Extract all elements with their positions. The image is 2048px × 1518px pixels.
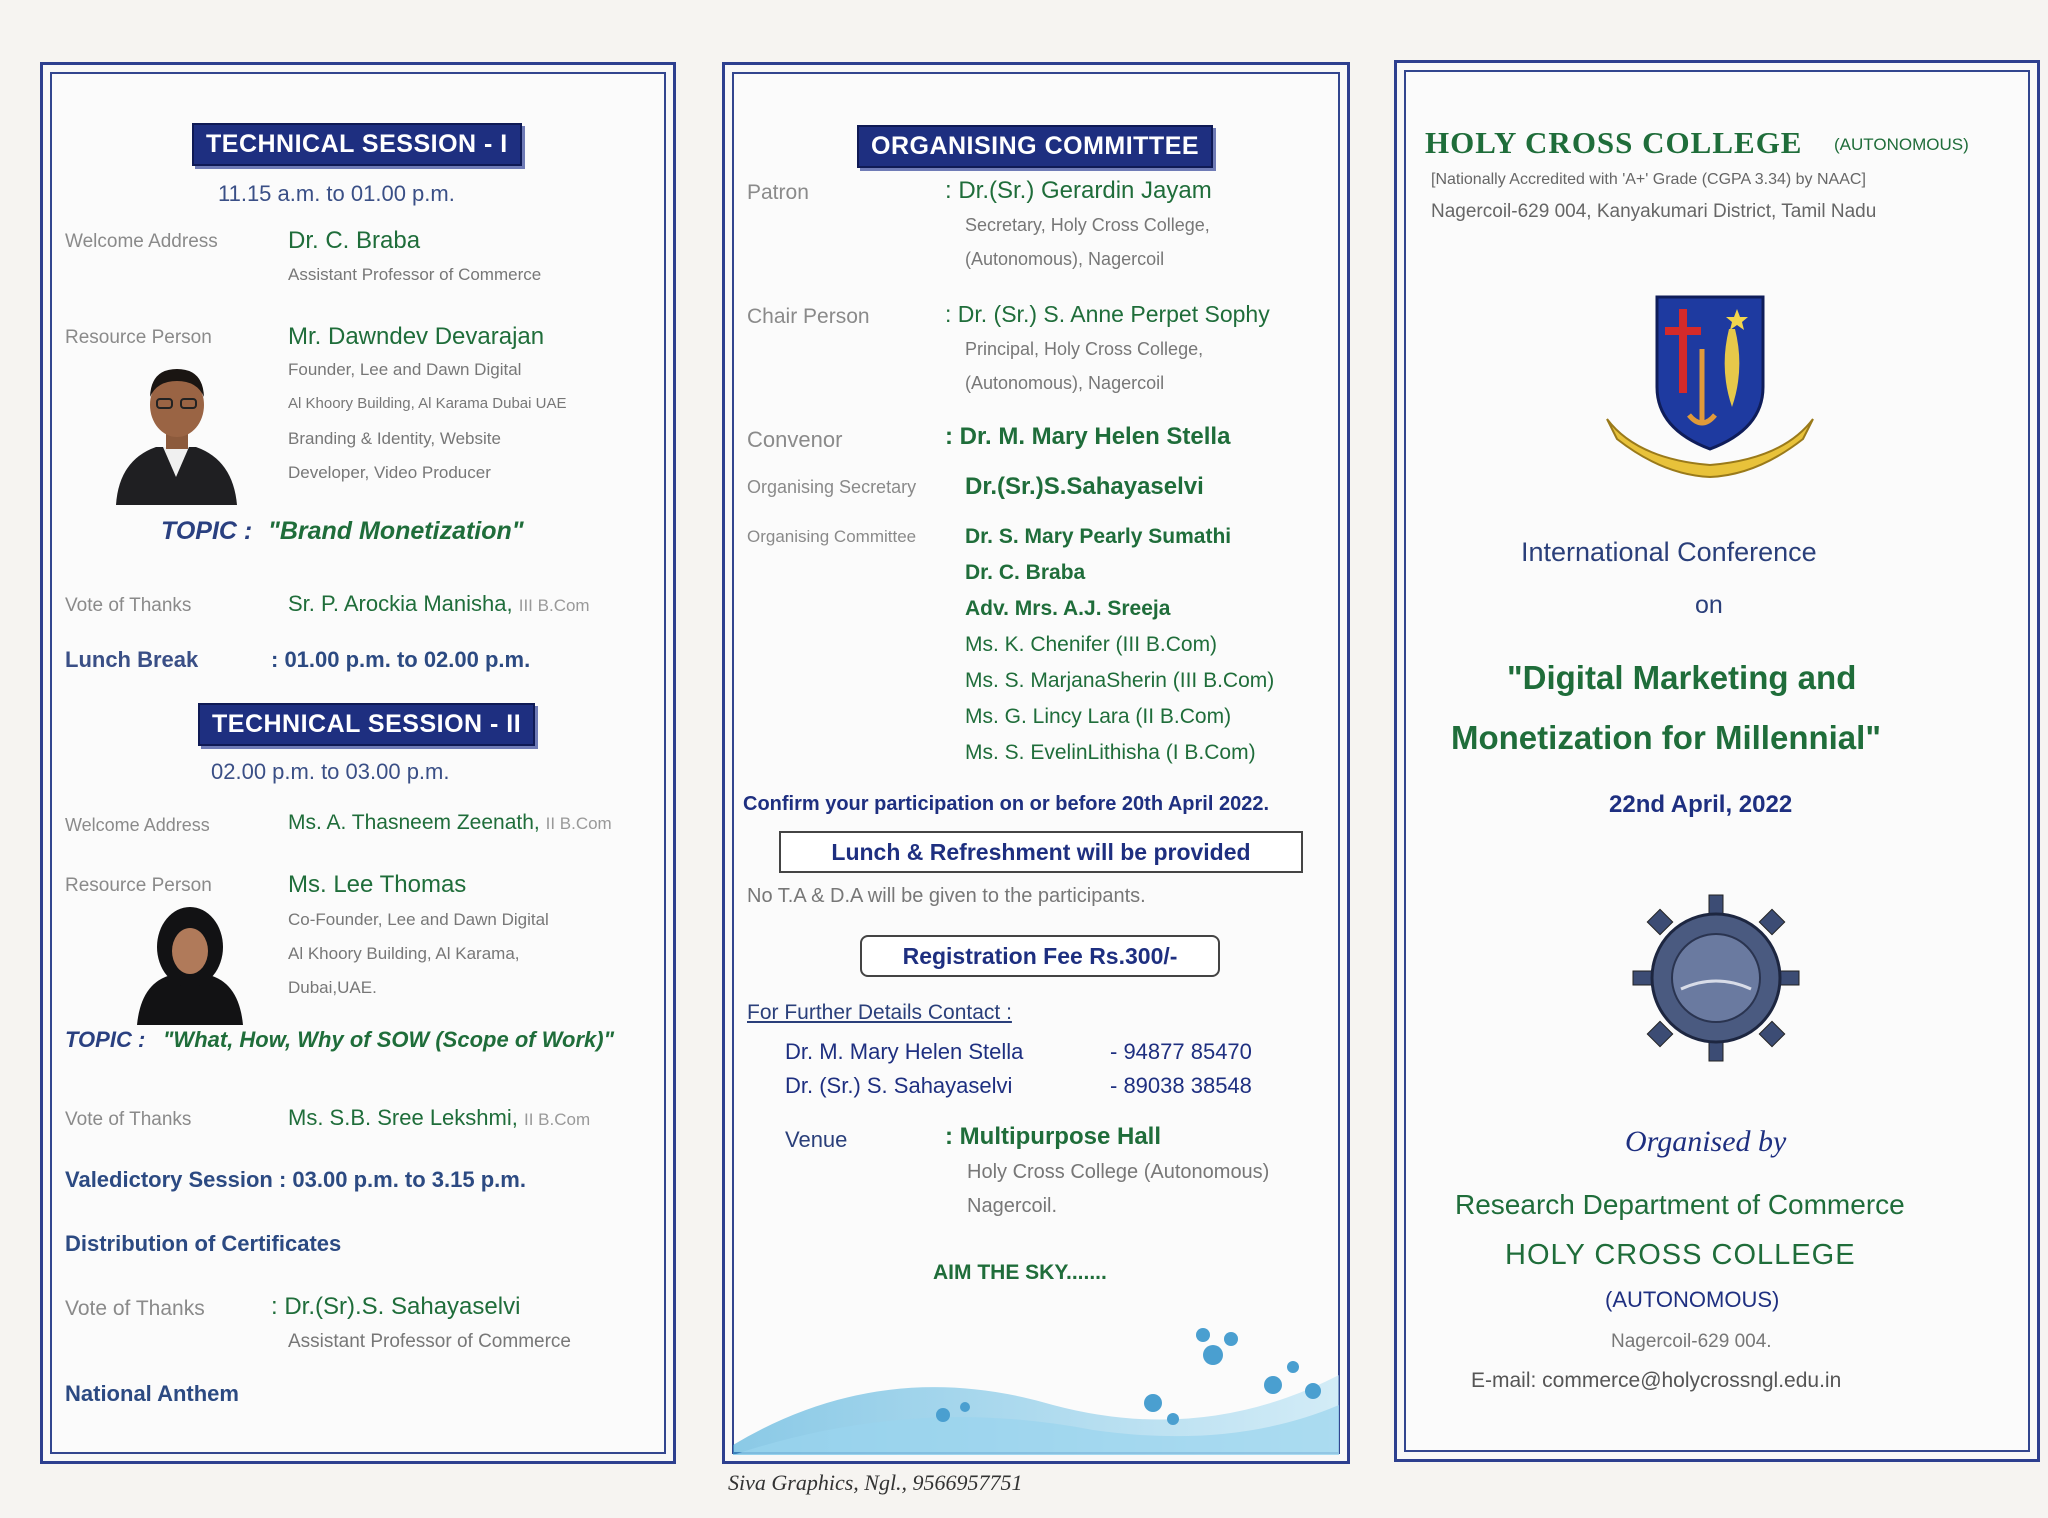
topic-1-title: "Brand Monetization" bbox=[268, 517, 524, 545]
organised-by: Organised by bbox=[1625, 1125, 1787, 1158]
organiser-autonomous: (AUTONOMOUS) bbox=[1605, 1287, 1780, 1312]
conference-date: 22nd April, 2022 bbox=[1609, 791, 1793, 818]
contact-email: E-mail: commerce@holycrossngl.edu.in bbox=[1471, 1369, 1842, 1392]
venue-name: : Multipurpose Hall bbox=[945, 1123, 1161, 1150]
venue-desc-line: Holy Cross College (Autonomous) bbox=[967, 1161, 1270, 1183]
vote-of-thanks-1-class: III B.Com bbox=[518, 596, 590, 615]
patron-name: : Dr.(Sr.) Gerardin Jayam bbox=[945, 177, 1212, 204]
resource-person-1-desc-line: Al Khoory Building, Al Karama Dubai UAE bbox=[288, 395, 567, 412]
organising-secretary-label: Organising Secretary bbox=[747, 477, 917, 497]
committee-member: Dr. S. Mary Pearly Sumathi bbox=[965, 525, 1232, 548]
resource-person-label: Resource Person bbox=[65, 327, 212, 348]
lunch-break-time: : 01.00 p.m. to 02.00 p.m. bbox=[271, 647, 531, 672]
college-name: HOLY CROSS COLLEGE bbox=[1425, 125, 1803, 160]
committee-member: Adv. Mrs. A.J. Sreeja bbox=[965, 597, 1171, 620]
panel-conference-cover bbox=[1394, 60, 2040, 1462]
welcome-address-2-class: II B.Com bbox=[545, 814, 612, 833]
welcome-address-name: Dr. C. Braba bbox=[288, 227, 421, 254]
resource-person-1-desc-line: Developer, Video Producer bbox=[288, 463, 491, 482]
floral-wave-decoration bbox=[733, 1295, 1339, 1455]
contact-1-name: Dr. M. Mary Helen Stella bbox=[785, 1039, 1024, 1064]
patron-desc-line: Secretary, Holy Cross College, bbox=[965, 215, 1210, 235]
conference-seal-logo bbox=[1631, 893, 1801, 1063]
confirmation-note: Confirm your participation on or before 20th April 2022. bbox=[743, 793, 1270, 815]
conference-title: International Conference bbox=[1521, 537, 1817, 567]
vote-of-thanks-3-designation: Assistant Professor of Commerce bbox=[288, 1331, 571, 1352]
contact-2-name: Dr. (Sr.) S. Sahayaselvi bbox=[785, 1073, 1013, 1098]
welcome-address-2-name: Ms. A. Thasneem Zeenath, II B.Com bbox=[288, 811, 612, 834]
resource-person-1-photo bbox=[111, 355, 241, 505]
lunch-break-label: Lunch Break bbox=[65, 647, 199, 672]
committee-member: Ms. K. Chenifer (III B.Com) bbox=[965, 633, 1218, 656]
vote-of-thanks-2-name: Ms. S.B. Sree Lekshmi, II B.Com bbox=[288, 1105, 591, 1130]
resource-person-1-desc-line: Founder, Lee and Dawn Digital bbox=[288, 360, 522, 379]
resource-person-2-label: Resource Person bbox=[65, 875, 212, 896]
vote-of-thanks-label: Vote of Thanks bbox=[65, 595, 192, 616]
chair-person-label: Chair Person bbox=[747, 305, 870, 328]
resource-person-1-name: Mr. Dawndev Devarajan bbox=[288, 323, 545, 350]
theme-line-1: "Digital Marketing and bbox=[1507, 659, 1857, 696]
resource-person-2-desc-line: Dubai,UAE. bbox=[288, 978, 377, 997]
contact-2-phone: - 89038 38548 bbox=[1110, 1073, 1252, 1098]
valedictory-session: Valedictory Session : 03.00 p.m. to 3.15 p.m. bbox=[65, 1167, 526, 1192]
accreditation: [Nationally Accredited with 'A+' Grade (CGPA 3.34) by NAAC] bbox=[1431, 171, 1866, 188]
registration-fee-box: Registration Fee Rs.300/- bbox=[860, 935, 1220, 977]
vote-of-thanks-1-name: Sr. P. Arockia Manisha, III B.Com bbox=[288, 591, 590, 616]
department-name: Research Department of Commerce bbox=[1455, 1189, 1905, 1220]
chair-person-desc-line: Principal, Holy Cross College, bbox=[965, 339, 1204, 359]
session-1-time: 11.15 a.m. to 01.00 p.m. bbox=[218, 181, 455, 206]
organiser-college-name: HOLY CROSS COLLEGE bbox=[1505, 1239, 1856, 1271]
committee-member: Ms. S. MarjanaSherin (III B.Com) bbox=[965, 669, 1275, 692]
topic-1-prefix: TOPIC : bbox=[161, 517, 253, 545]
technical-session-1-banner: TECHNICAL SESSION - I bbox=[192, 123, 522, 166]
resource-person-2-desc-line: Al Khoory Building, Al Karama, bbox=[288, 944, 520, 963]
contact-1-phone: - 94877 85470 bbox=[1110, 1039, 1252, 1064]
committee-member: Ms. S. EvelinLithisha (I B.Com) bbox=[965, 741, 1256, 764]
resource-person-2-name: Ms. Lee Thomas bbox=[288, 871, 467, 898]
contact-heading: For Further Details Contact : bbox=[747, 1001, 1012, 1024]
vote-of-thanks-2-class: II B.Com bbox=[523, 1110, 591, 1129]
vote-of-thanks-2-label: Vote of Thanks bbox=[65, 1109, 192, 1130]
organising-secretary-name: Dr.(Sr.)S.Sahayaselvi bbox=[965, 473, 1204, 500]
organising-committee-label: Organising Committee bbox=[747, 527, 917, 546]
vote-of-thanks-3-name: : Dr.(Sr).S. Sahayaselvi bbox=[271, 1293, 521, 1320]
technical-session-2-banner: TECHNICAL SESSION - II bbox=[198, 703, 535, 746]
lunch-refreshment-box: Lunch & Refreshment will be provided bbox=[779, 831, 1303, 873]
organiser-city: Nagercoil-629 004. bbox=[1611, 1331, 1772, 1352]
patron-label: Patron bbox=[747, 181, 809, 204]
welcome-address-2-label: Welcome Address bbox=[65, 815, 210, 835]
distribution-of-certificates: Distribution of Certificates bbox=[65, 1231, 342, 1256]
organising-committee-banner: ORGANISING COMMITTEE bbox=[857, 125, 1213, 168]
session-2-time: 02.00 p.m. to 03.00 p.m. bbox=[211, 759, 450, 784]
venue-desc-line: Nagercoil. bbox=[967, 1195, 1058, 1217]
committee-member: Ms. G. Lincy Lara (II B.Com) bbox=[965, 705, 1232, 728]
welcome-address-designation: Assistant Professor of Commerce bbox=[288, 265, 542, 284]
vote-of-thanks-3-label: Vote of Thanks bbox=[65, 1297, 205, 1320]
patron-desc-line: (Autonomous), Nagercoil bbox=[965, 249, 1165, 269]
venue-label: Venue bbox=[785, 1127, 848, 1152]
national-anthem: National Anthem bbox=[65, 1381, 239, 1406]
resource-person-2-desc-line: Co-Founder, Lee and Dawn Digital bbox=[288, 910, 549, 929]
college-address: Nagercoil-629 004, Kanyakumari District, Tamil Nadu bbox=[1431, 201, 1877, 222]
slogan: AIM THE SKY....... bbox=[933, 1261, 1107, 1284]
printer-credit: Siva Graphics, Ngl., 9566957751 bbox=[728, 1470, 1023, 1495]
panel-technical-sessions bbox=[40, 62, 676, 1464]
topic-2-prefix: TOPIC : bbox=[65, 1027, 146, 1052]
committee-member: Dr. C. Braba bbox=[965, 561, 1086, 584]
resource-person-2-photo bbox=[135, 903, 245, 1025]
convenor-label: Convenor bbox=[747, 427, 843, 452]
college-autonomous: (AUTONOMOUS) bbox=[1834, 135, 1969, 154]
theme-line-2: Monetization for Millennial" bbox=[1451, 719, 1881, 756]
chair-person-name: : Dr. (Sr.) S. Anne Perpet Sophy bbox=[945, 301, 1270, 327]
resource-person-1-desc-line: Branding & Identity, Website bbox=[288, 429, 501, 448]
convenor-name: : Dr. M. Mary Helen Stella bbox=[945, 423, 1231, 450]
no-ta-da-note: No T.A & D.A will be given to the participants. bbox=[747, 885, 1146, 907]
welcome-address-label: Welcome Address bbox=[65, 231, 218, 252]
chair-person-desc-line: (Autonomous), Nagercoil bbox=[965, 373, 1165, 393]
conference-on: on bbox=[1695, 591, 1723, 619]
college-crest-logo bbox=[1597, 289, 1823, 479]
panel-organising-committee bbox=[722, 62, 1350, 1464]
topic-2-title: "What, How, Why of SOW (Scope of Work)" bbox=[163, 1027, 615, 1052]
